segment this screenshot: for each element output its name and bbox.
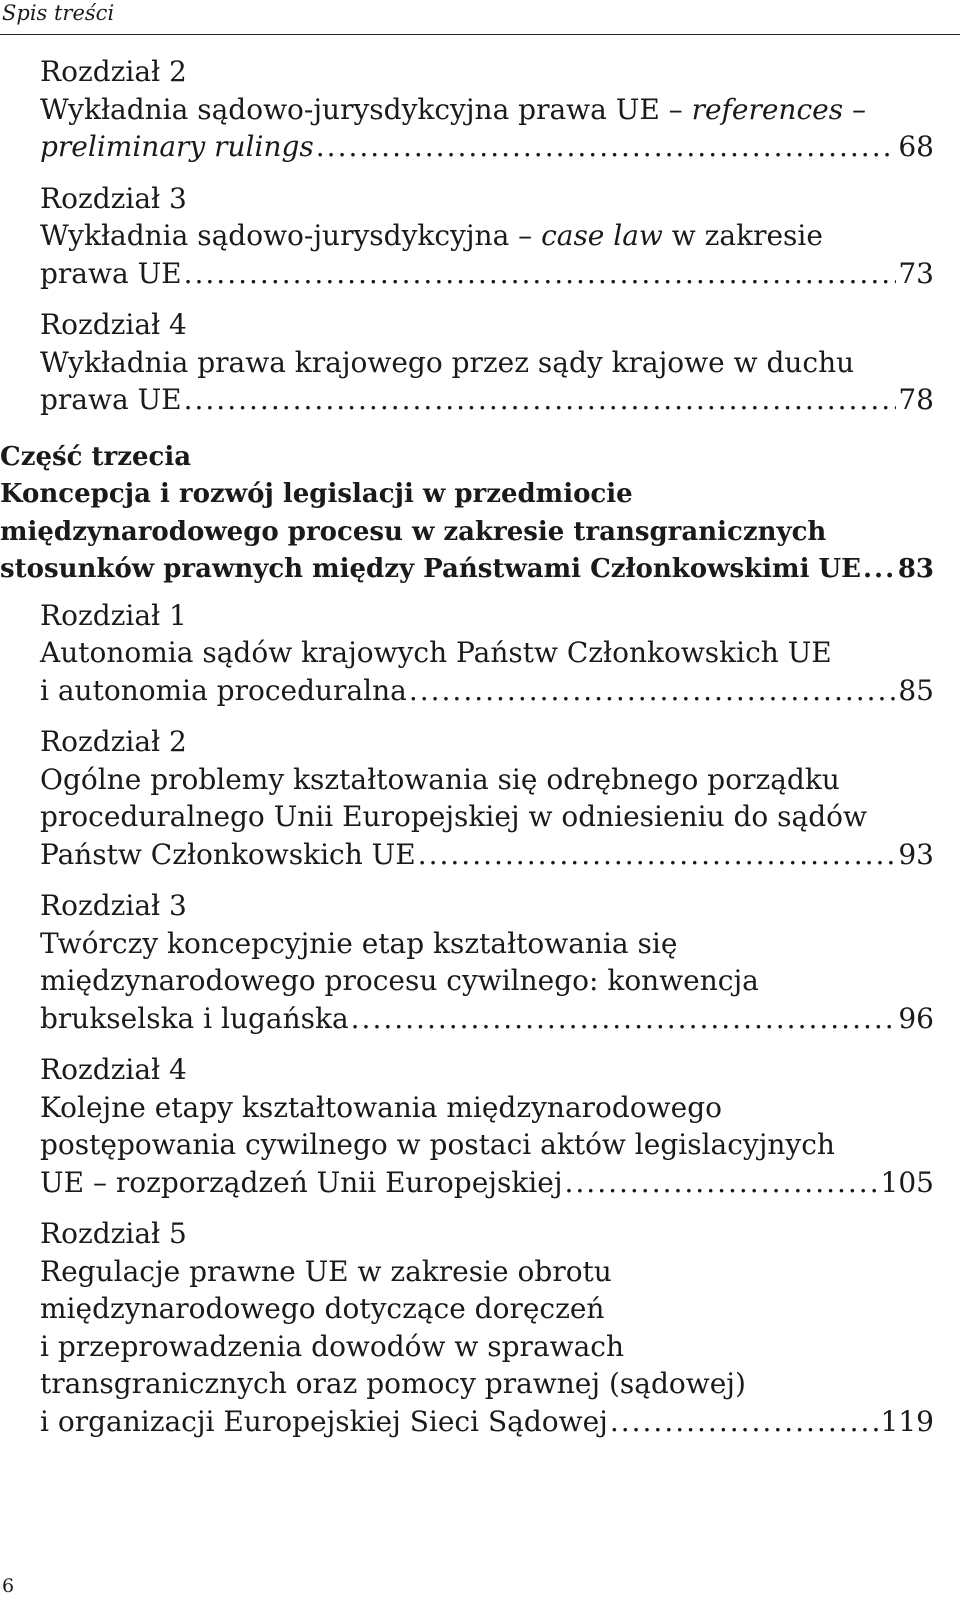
entry-title-last-line: [0, 1164, 960, 1202]
page-number: 83: [897, 554, 934, 584]
toc-entry[interactable]: [0, 306, 960, 419]
page-header: [0, 0, 960, 35]
entry-title-text: prawa UE: [40, 383, 182, 416]
entry-title-last-line: [0, 672, 960, 710]
page-number: 73: [898, 256, 934, 290]
entry-title-line: międzynarodowego procesu w zakresie transgranicznych: [0, 516, 827, 547]
entry-title-text: prawa UE: [40, 256, 182, 290]
entry-title-text: i organizacji Europejskiej Sieci Sądowej: [40, 1404, 608, 1438]
page-number: 78: [898, 383, 934, 416]
entry-title-line: Twórczy koncepcyjnie etap kształtowania się: [40, 926, 678, 960]
chapter-label: Rozdział 2: [40, 55, 187, 88]
dot-leader: [351, 1000, 897, 1038]
entry-title-last-line: [0, 128, 960, 166]
entry-title-line: międzynarodowego procesu cywilnego: konwencja: [40, 964, 759, 997]
entry-title-last-line: [0, 836, 960, 874]
running-head: Spis treści: [2, 1, 115, 25]
entry-title-line: Kolejne etapy kształtowania międzynarodowego: [40, 1090, 722, 1124]
entry-title-last-line: [0, 551, 960, 589]
toc-entry[interactable]: [0, 53, 960, 166]
page-folio: 6: [2, 1575, 15, 1597]
entry-title-last-line: [0, 1403, 960, 1441]
entry-title-line: proceduralnego Unii Europejskiej w odniesieniu do sądów: [40, 800, 867, 833]
chapter-label: Rozdział 4: [40, 308, 187, 341]
dot-leader: [316, 128, 897, 166]
entry-title-text: i autonomia proceduralna: [40, 673, 407, 707]
page-number: 105: [880, 1165, 934, 1199]
table-of-contents: [0, 53, 960, 1440]
toc-part-entry[interactable]: [0, 439, 960, 589]
toc-entry[interactable]: [0, 180, 960, 293]
entry-title-line: postępowania cywilnego w postaci aktów legislacyjnych: [40, 1128, 835, 1161]
entry-title-line: Autonomia sądów krajowych Państw Członkowskich UE: [40, 636, 832, 669]
toc-entry[interactable]: [0, 597, 960, 710]
toc-entry[interactable]: [0, 723, 960, 873]
dot-leader: [418, 836, 897, 874]
chapter-label: Rozdział 5: [40, 1217, 187, 1250]
entry-title-last-line: [0, 1000, 960, 1038]
entry-title-line: Ogólne problemy kształtowania się odrębnego porządku: [40, 762, 840, 796]
dot-leader: [184, 381, 897, 419]
chapter-label: Rozdział 4: [40, 1053, 187, 1086]
entry-title-line: Regulacje prawne UE w zakresie obrotu: [40, 1254, 612, 1288]
entry-title-line: Koncepcja i rozwój legislacji w przedmiocie: [0, 479, 633, 509]
chapter-label: Rozdział 2: [40, 725, 187, 758]
dot-leader: [610, 1403, 879, 1441]
page-number: 119: [880, 1404, 934, 1438]
toc-entry[interactable]: [0, 1215, 960, 1440]
dot-leader: [409, 672, 897, 710]
entry-title-line: Wykładnia sądowo-jurysdykcyjna – case law w zakresie: [40, 219, 823, 252]
page-number: 68: [898, 130, 934, 163]
chapter-label: Rozdział 3: [40, 889, 187, 922]
dot-leader: [184, 255, 897, 293]
entry-title-text: preliminary rulings: [40, 130, 314, 163]
entry-title-line: i przeprowadzenia dowodów w sprawach: [40, 1329, 625, 1363]
entry-title-last-line: [0, 255, 960, 293]
chapter-label: Rozdział 1: [40, 598, 187, 632]
toc-entry[interactable]: [0, 887, 960, 1037]
entry-title-text: brukselska i lugańska: [40, 1001, 349, 1035]
entry-title-text: stosunków prawnych między Państwami Członkowskimi UE: [0, 554, 861, 584]
page-number: 85: [898, 673, 934, 707]
toc-entry[interactable]: [0, 1051, 960, 1201]
entry-title-line: Wykładnia sądowo-jurysdykcyjna prawa UE – references –: [40, 92, 866, 126]
entry-title-text: Państw Członkowskich UE: [40, 837, 416, 871]
dot-leader: [863, 551, 896, 589]
entry-title-text: UE – rozporządzeń Unii Europejskiej: [40, 1165, 563, 1199]
dot-leader: [565, 1164, 879, 1202]
page-number: 96: [898, 1001, 934, 1035]
entry-title-last-line: [0, 381, 960, 419]
page-number: 93: [898, 837, 934, 871]
entry-title-line: Wykładnia prawa krajowego przez sądy krajowe w duchu: [40, 345, 855, 379]
part-label: Część trzecia: [0, 441, 192, 472]
entry-title-line: transgranicznych oraz pomocy prawnej (sądowej): [40, 1367, 746, 1400]
entry-title-line: międzynarodowego dotyczące doręczeń: [40, 1292, 605, 1325]
chapter-label: Rozdział 3: [40, 181, 187, 215]
